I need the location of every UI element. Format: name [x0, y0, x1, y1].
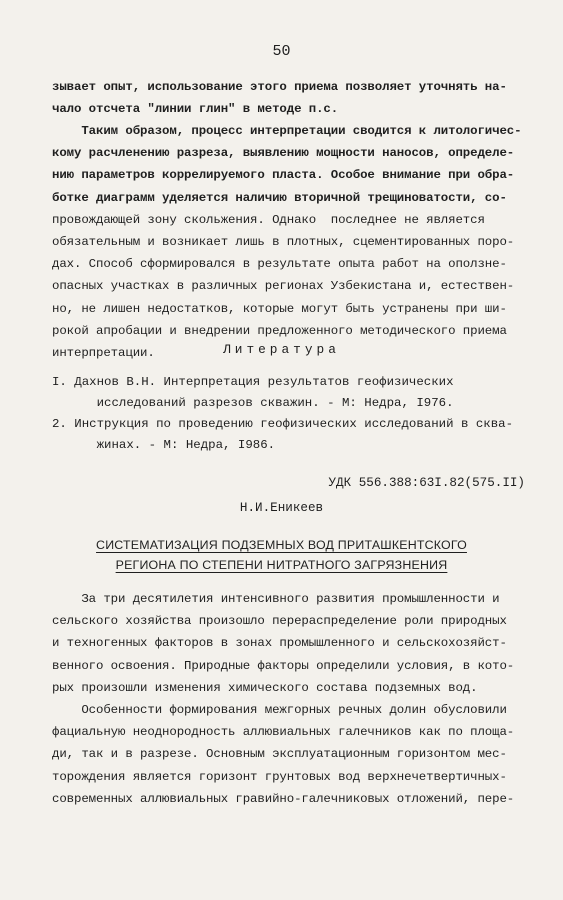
text-line: чало отсчета "линии глин" в методе п.с. — [52, 102, 339, 117]
text-line: и техногенных факторов в зонах промышленного и сельскохозяйст- — [52, 636, 507, 651]
text-line: сельского хозяйства произошло перераспределение роли природных — [52, 614, 507, 629]
text-line: зывает опыт, использование этого приема позволяет уточнять на- — [52, 80, 507, 94]
text-line: ди, так и в разрезе. Основным эксплуатационным горизонтом мес- — [52, 747, 507, 762]
text-line: опасных участках в различных регионах Узбекистана и, естествен- — [52, 279, 515, 294]
title-line: СИСТЕМАТИЗАЦИЯ ПОДЗЕМНЫХ ВОД ПРИТАШКЕНТСКОГО — [96, 538, 467, 552]
reference-item-continuation: исследований разрезов скважин. - М: Недра, I976. — [52, 396, 454, 410]
text-line: венного освоения. Природные факторы определили условия, в кото- — [52, 658, 515, 673]
literature-heading: Литература — [223, 342, 340, 357]
body-paragraph-1 — [52, 588, 530, 699]
text-line: ботке диаграмм уделяется наличию вторичной трещиноватости, со- — [52, 190, 507, 205]
udk-code: УДК 556.388:63I.82(575.II) — [328, 476, 525, 490]
text-line: фациальную неоднородность аллювиальных галечников как по площа- — [52, 725, 515, 740]
author-name: Н.И.Еникеев — [239, 501, 324, 515]
text-line: но, не лишен недостатков, которые могут быть устранены при ши- — [52, 301, 507, 316]
article-title — [0, 535, 563, 575]
text-line: провождающей зону скольжения. Однако последнее не является — [52, 212, 485, 227]
text-line: Особенности формирования межгорных речных долин обусловили — [52, 703, 507, 717]
text-line: За три десятилетия интенсивного развития промышленности и — [52, 592, 500, 606]
text-line: торождения является горизонт грунтовых вод верхнечетвертичных- — [52, 769, 507, 784]
body-paragraph-2 — [52, 699, 530, 810]
text-line: интерпретации. — [52, 346, 155, 361]
text-line: рокой апробации и внедрении предложенного методического приема — [52, 323, 507, 338]
text-line: дах. Способ сформировался в результате опыта работ на оползне- — [52, 257, 507, 272]
paragraph-interpretation-summary — [52, 120, 530, 364]
title-line: РЕГИОНА ПО СТЕПЕНИ НИТРАТНОГО ЗАГРЯЗНЕНИЯ — [115, 558, 448, 572]
page-number: 50 — [272, 43, 291, 60]
reference-item: I. Дахнов В.Н. Интерпретация результатов геофизических — [52, 375, 454, 389]
text-line: Таким образом, процесс интерпретации сводится к литологичес- — [52, 124, 522, 138]
text-line: рых произошли изменения химического состава подземных вод. — [52, 680, 478, 695]
text-line: кому расчленению разреза, выявлению мощности наносов, определе- — [52, 146, 515, 161]
text-line: современных аллювиальных гравийно-галечниковых отложений, пере- — [52, 791, 515, 806]
text-line: нию параметров коррелируемого пласта. Особое внимание при обра- — [52, 168, 515, 183]
intro-paragraph — [52, 76, 530, 120]
reference-item: 2. Инструкция по проведению геофизических исследований в сква- — [52, 417, 514, 431]
reference-list — [52, 372, 532, 456]
reference-item-continuation: жинах. - М: Недра, I986. — [52, 438, 276, 452]
text-line: обязательным и возникает лишь в плотных, сцементированных поро- — [52, 235, 515, 250]
